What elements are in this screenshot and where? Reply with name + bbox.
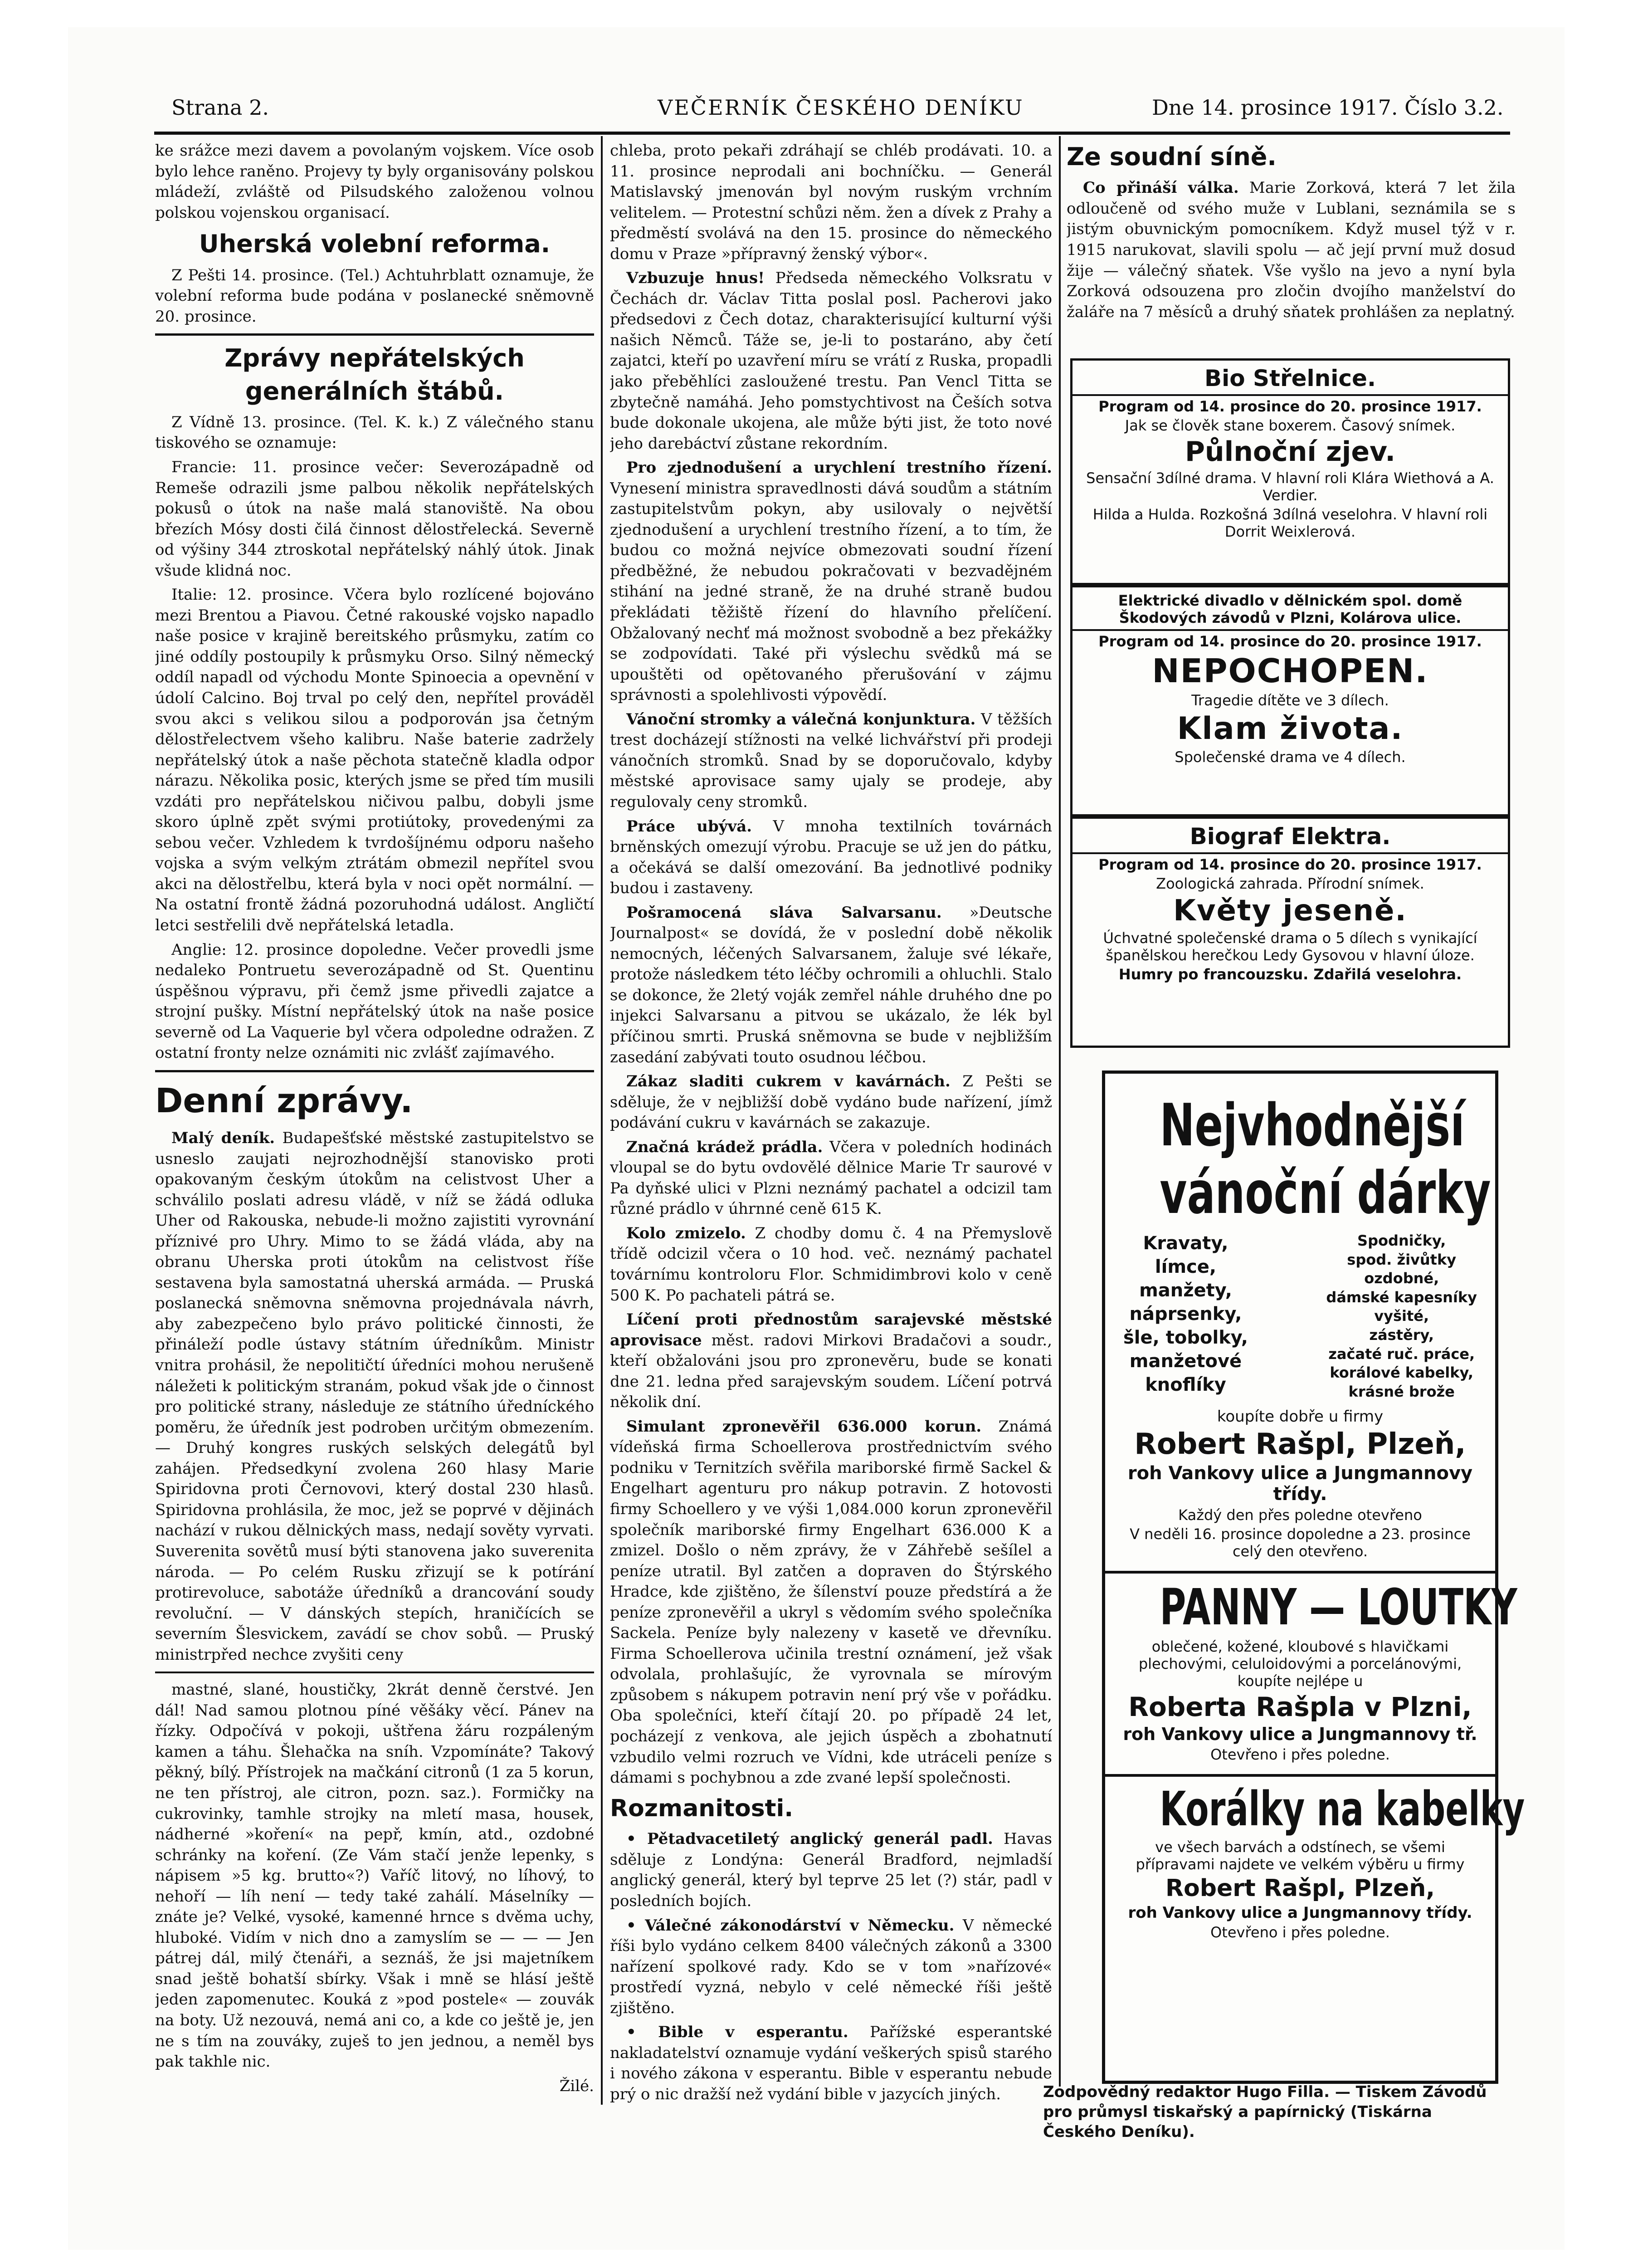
- liceni-text: měst. radovi Mirkovi Bradačovi a soudr., kteří obžalováni jsou pro zpronevěru, bude se konati dne 21. ledna před sarajevským soudem. Líčení potrvá několik dní.: [610, 1331, 1052, 1412]
- bio-line-1: Jak se člověk stane boxerem. Časový snímek.: [1125, 417, 1456, 434]
- elektra-line-3: Humry po francouzsku. Zdařilá veselohra.: [1118, 966, 1462, 983]
- imprint: Zodpovědný redaktor Hugo Filla. — Tiskem Závodů pro průmysl tiskařský a papírnický (Tiskárna Českého Deníku).: [1043, 2083, 1487, 2141]
- ad-item: manžetové: [1129, 1351, 1242, 1372]
- general-text: Havas sděluje z Londýna: Generál Bradford, nejmladší anglický generál, který byl teprve 25 let (?) stár, padl v posledních bojích.: [610, 1830, 1052, 1910]
- headline-zpravy: Zprávy nepřátelských generálních štábů.: [224, 344, 525, 406]
- headline-rozmanitosti: Rozmanitosti.: [610, 1794, 794, 1822]
- bible-text: Pařížské esperantské nakladatelství oznamuje vydání veškerých spisů starého i nového zákona v esperantu. Bible v esperantu nebude prý o nic dražší než vydání bible v jazycích jiných.: [610, 2023, 1052, 2103]
- soud-head: Co přináší válka.: [1083, 179, 1239, 197]
- masthead-title: VEČERNÍK ČESKÉHO DENÍKU: [658, 95, 1024, 120]
- vanocni-text: V těžších trest docházejí stížnosti na velké lichvářství při prodeji vánočních stromků. Snad by se doporučovalo, kdyby městské aprovisace samy ujaly se prodeje, aby regulovaly ceny stromků.: [610, 710, 1052, 811]
- article-zpravy-intro: Z Vídně 13. prosince. (Tel. K. k.) Z válečného stanu tiskového se oznamuje:: [155, 413, 594, 452]
- section-rule: [155, 1672, 594, 1673]
- column-divider: [601, 136, 603, 2105]
- zakaz-head: Zákaz sladiti cukrem v kavárnách.: [626, 1072, 951, 1091]
- divadlo-film-2: Klam života.: [1177, 711, 1404, 747]
- court-news: [1067, 141, 1516, 349]
- kradez-head: Značná krádež prádla.: [626, 1138, 823, 1156]
- bio-line-2: Sensační 3dílné drama. V hlavní roli Klára Wiethová a A. Verdier.: [1086, 469, 1494, 504]
- section-rule: [155, 1070, 594, 1072]
- zjednoduseni-head: Pro zjednodušení a urychlení trestního řízení.: [626, 459, 1052, 477]
- ad-item: Kravaty,: [1143, 1233, 1228, 1254]
- report-francie: Francie: 11. prosince večer: Severozápadně od Remeše odrazili jsme palbou několik nepřátelských pokusů o útok na naše malá stanoviště. Na obou březích Mósy dosti čilá činnost dělostřelecká. Severně od výšiny 344 ztroskotal nepřátelský náhlý útok. Jinak všude klidná noc.: [155, 458, 594, 580]
- report-italie: Italie: 12. prosince. Včera bylo rozlícené bojováno mezi Brentou a Piavou. Četné rakouské vojsko napadlo naše posice v krajině bereitského průsmyku, zatím co jiné oddíly postoupily k průsmyku Orso. Silný německý oddíl napadl od východu Monte Spinoecia a opevnění v údolí Calcino. Boj trval po celý den, nepřítel prováděl svou akci s velikou silou a podporován jsa četným dělostřelectvem všeho kalibru. Naše baterie zadržely nepřátelský útok a naše pěchota statečně kladla odpor nárazu. Několika posic, kterých jsme se před tím musili vzdáti pro nepřátelskou ničivou palbu, dobyli jsme skoro úplně zpět svými protiútoky, provedenými za sebou večer. Vzhledem k tvrdošíjnému odporu našeho vojska a svým velkým ztrátám obmezil nepřítel svou akci na dělostřelbu, která byla v noci opět normální. — Na ostatní frontě žádná pozoruhodná událost. Angličtí letci sestřelili dvě nepřátelská letadla.: [155, 586, 594, 935]
- bio-title: Bio Střelnice.: [1072, 362, 1508, 396]
- ad-item: Spodničky,: [1357, 1232, 1446, 1249]
- ad-rule: [1105, 1774, 1495, 1777]
- divadlo-program: Program od 14. prosince do 20. prosince 1917.: [1098, 633, 1482, 650]
- elektra-title: Biograf Elektra.: [1072, 821, 1508, 854]
- zakaz-text: Z Pešti se sděluje, že v nejbližší době vydáno bude nařízení, jímž podávání cukru v kavárnách se zakazuje.: [610, 1072, 1052, 1132]
- divadlo-film-1: NEPOCHOPEN.: [1152, 652, 1428, 690]
- simulant-text: Známá vídeňská firma Schoellerova prostřednictvím svého podniku v Ternitzích svěřila mariborské firmě Sackel & Engelhart agenturu pro nákup potravin. Z hotovosti firmy Schoellero y ve výši 1,084.000 korun zpronevěřil společník mariborské firmy Engelhart 636.000 K a zmizel. Došlo o něm zprávy, že v Záhřebě sešílel a peníze utratil. Byl zatčen a dopraven do Štýrského Hradce, kde zjištěno, že šílenství pouze předstírá a že peníze zpronevěřil a ukryl s vědomím svého společníka Sackela. Peníze byly nalezeny v kasetě ve dřevníku. Firma Schoellerova učinila trestní oznámení, jež však odvolala, prohlašujíc, že vyrovnala se mírovým způsobem s nákupem potravin není prý vše v pořádku. Oba společníci, kteří čítají 20. po případě 24 let, pocházejí z venkova, ale jejich úspěch a zbohatnutí vzbudilo velmi rozruch ve Vídni, kde utráceli peníze s dámami s pochybnou a zde zvané lepší společnosti.: [610, 1417, 1052, 1787]
- ad-item: korálové kabelky,: [1330, 1364, 1474, 1382]
- panny-address: roh Vankovy ulice a Jungmannovy tř.: [1123, 1724, 1477, 1745]
- section-rule: [155, 333, 594, 336]
- ad-item: manžety,: [1139, 1280, 1232, 1301]
- ad-bio-strelnice: [1070, 358, 1510, 585]
- ad-list-left: [1123, 1232, 1248, 1401]
- prace-text: V mnoha textilních továrnách brněnských omezují výrobu. Pracuje se už jen do pátku, a očekává se další omezování. Ba jednotlivé podniky budou i zastaveny.: [610, 817, 1052, 898]
- ad-robert-raspl: [1102, 1070, 1525, 2084]
- ad-title-1: Nejvhodnější: [1160, 1092, 1465, 1159]
- vzbuzuje-head: Vzbuzuje hnus!: [626, 269, 765, 288]
- salvarsan-head: Pošramocená sláva Salvarsanu.: [626, 903, 942, 922]
- feuilleton-text: mastné, slané, houstičky, 2krát denně čerstvé. Jen dál! Nad samou plotnou píné věšáky věcí. Pánev na řízky. Odpočívá v pokoji, uštřena žáru rozpáleným kamen a táhu. Šlehačka na sníh. Vzpomínáte? Takový pěkný, bílý. Přístrojek na mačkání citronů (1 za 5 korun, ne ten přístroj, ale citron, pozn. saz.). Formičky na cukrovinky, tamhle strojky na mletí masa, housek, nádherné »koření« na pepř, kmín, atd., ozdobné schránky na koření. (Ze Vám stačí jenže lepenky, s nápisem »5 kg. brutto«?) Vaříč litový, no líhový, to nehoří — líh není — tedy také zahálí. Máselníky — znáte je? Velké, vysoké, kamenné hrnce s dvěma uchy, hluboké. Vidím v nich dno a zamyslím se — — — Jen pátrej dál, milý čtenáři, a seznáš, že jsi majetníkem snad ještě bohatší sbírky. Však i mně se hlásí ještě jeden zapomenutec. Kouká z »pod postele« — zouvák na boty. Už nezouvá, nemá ani co, a kde co ještě je, jen ne s tím na zouváky, zuješ to jen jednou, a neměl bys pak takhle nic.: [155, 1681, 594, 2071]
- prace-head: Práce ubývá.: [626, 817, 752, 836]
- ad-item: spod. živůtky: [1347, 1251, 1457, 1268]
- ad-panny: PANNY — LOUTKY: [1160, 1578, 1517, 1637]
- panny-firm: Roberta Rašpla v Plzni,: [1128, 1691, 1472, 1723]
- salvarsan-text: »Deutsche Journalpost« se dovídá, že v poslední době několik nemocných, léčených Salvarsanem, žaluje své lékaře, protože následkem této léčby ochromili a ohluchli. Stalo se dokonce, že 2letý voják zemřel náhle druhého dne po injekci Salvarsanu a pitvou se ukázalo, že lék byl příčinou smrti. Pruská sněmovna se bude v nejbližším zasedání zabývati touto osudnou léčbou.: [610, 903, 1052, 1066]
- ad-item: límce,: [1155, 1256, 1217, 1277]
- column-1: [155, 141, 594, 2109]
- kradez-text: Včera v poledních hodinách vloupal se do bytu ovdovělé dělnice Marie Tr saurové v Pa dyňské ulici v Plzni neznámý pachatel a odcizil tam různé prádlo v úhrnné ceně 615 K.: [610, 1138, 1052, 1218]
- vzbuzuje-text: Předseda německého Volksratu v Čechách dr. Václav Titta poslal posl. Pacherovi jako předsedovi z Čech dotaz, charakterisující kulturní výši našich Němců. Táže se, je-li to postaráno, aby četí zajatci, kteří po uzavření míru se vrátí z Ruska, propadli jako přeběhlíci zasloužené trestu. Pan Vencl Titta se zbytečně namáhá. Jeho pomstychtivost na Češích sotva bude dokonale ukojena, ale může býti jist, že toto nové jeho darebáctví zůstane rekordním.: [610, 269, 1052, 453]
- ad-item: knoflíky: [1145, 1374, 1226, 1395]
- headline-uherska: Uherská volební reforma.: [199, 230, 551, 259]
- signature: Žilé.: [559, 2077, 594, 2095]
- divadlo-line-1: Tragedie dítěte ve 3 dílech.: [1191, 692, 1389, 709]
- article-uherska: Z Pešti 14. prosince. (Tel.) Achtuhrblatt oznamuje, že volební reforma bude podána v poslanecké sněmovně 20. prosince.: [155, 266, 594, 326]
- elektra-line-1: Zoologická zahrada. Přírodní snímek.: [1156, 875, 1424, 892]
- koral-firm: Robert Rašpl, Plzeň,: [1165, 1875, 1435, 1902]
- koral-open: Otevřeno i přes poledne.: [1210, 1924, 1390, 1941]
- ad-item: začaté ruč. práce,: [1328, 1345, 1475, 1363]
- bio-program: Program od 14. prosince do 20. prosince 1917.: [1098, 398, 1482, 415]
- maly-denik-head: Malý deník.: [171, 1129, 275, 1148]
- headline-soudni: Ze soudní síně.: [1067, 142, 1277, 171]
- zakonodarstvi-text: V německé říši bylo vydáno celkem 8400 válečných zákonů a 3300 nařízení spolkové rady. Kdo se v tom »nařízové« prostředí vyzná, nebylo v celé německé říši ještě zjištěno.: [610, 1916, 1052, 2017]
- koral-text: ve všech barvách a odstínech, se všemi přípravami najdete ve velkém výběru u firmy: [1136, 1838, 1465, 1873]
- ad-elektricke-divadlo: [1070, 585, 1510, 816]
- divadlo-title: Elektrické divadlo v dělnickém spol. domě Škodových závodů v Plzni, Kolárova ulice.: [1072, 589, 1508, 631]
- page-number: Strana 2.: [171, 95, 269, 120]
- elektra-program: Program od 14. prosince do 20. prosince 1917.: [1098, 856, 1482, 873]
- divadlo-line-2: Společenské drama ve 4 dílech.: [1175, 748, 1406, 766]
- soud-text: Marie Zorková, která 7 let žila odloučeně od svého muže v Lublani, seznámila se s jistým obuvnickým pomocníkem. Když musel týž v r. 1915 narukovat, slavili spolu — ač její první muž dosud žije — válečný sňatek. Vše vyšlo na jevo a nyní byla Zorková odsouzena pro zločin dvojího manželství do žaláře na 7 měsíců a druhý sňatek prohlášen za neplatný.: [1067, 179, 1516, 321]
- ad-item: náprsenky,: [1129, 1304, 1242, 1325]
- kolo-text: Z chodby domu č. 4 na Přemyslově třídě odcizil včera o 10 hod. več. neznámý pachatel továrnímu kontroloru Flor. Schmidimbrovi kolo v ceně 500 K. Po pachateli pátrá se.: [610, 1224, 1052, 1305]
- column-2: chleba, proto pekaři zdráhají se chléb prodávati. 10. a 11. prosince neprodali ani bochníčku. — Generál Matislavský jmenován byl novým ruským vrchním velitelem. — Protestní schůzi něm. žen a dívek z Prahy a předměstí svolává na den 15. prosince do německého domu v Praze »přípravný ženský výbor«. Vzbuzuje hnus! Předseda německého Volksratu v Čechách dr. Václav Titta poslal posl. Pacherovi jako předsedovi z Čech dotaz, charakterisující kulturní výši našich Němců. Táže se, je-li to postaráno, aby četí zajatci, kteří po uzavření míru se vrátí z Ruska, propadli jako přeběhlíci zasloužené trestu. Pan Vencl Titta se zbytečně namáhá. Jeho pomstychtivost na Češích sotva bude dokonale ukojena, ale může býti jist, že toto nové jeho darebáctví zůstane rekordním. Pro zjednodušení a urychlení trestního řízení. Vynesení ministra spravedlnosti dává soudům a státním zastupitelstvům pokyn, aby usilovaly o největší zjednodušení a urychlení trestního řízení, a to tím, že budou co možná nejvíce obmezovati soudní řízení předběžné, že nebudou pokračovati v bezvadějném stihání na jedné straně, že na druhé straně budou překládati těžiště řízení do hlavního přelíčení. Obžalovaný nechť má možnost svobodně a bez překážky se zodpovídati. Také při výslechu svědků má se upouštěti od opětovaného přerušování v zájmu správnosti a spolehlivosti výpovědí. Vánoční stromky a válečná konjunktura. V těžších trest docházejí stížnosti na velké lichvářství při prodeji vánočních stromků. Snad by se doporučovalo, kdyby městské aprovisace samy ujaly se prodeje, aby regulovaly ceny stromků. Práce ubývá. V mnoha textilních továrnách brněnských omezují výrobu. Pracuje se už jen do pátku, a očekává se další omezování. Ba jednotlivé podniky budou i zastaveny. Pošramocená sláva Salvarsanu. »Deutsche Journalpost« se dovídá, že v poslední době několik nemocných, léčených Salvarsanem, žaluje své lékaře, protože následkem této léčby ochromili a ohluchli. Stalo se dokonce, že 2letý voják zemřel náhle druhého dne po injekci Salvarsanu a pitvou se ukázalo, že lék byl příčinou smrti. Pruská sněmovna se bude v nejbližším zasedání zabývati touto osudnou léčbou. Zákaz sladiti cukrem v kavárnách. Z Pešti se sděluje, že v nejbližší době vydáno bude nařízení, jímž podávání cukru v kavárnách se zakazuje. Značná krádež prádla. Včera v poledních hodinách vloupal se do bytu ovdovělé dělnice Marie Tr saurové v Pa dyňské ulici v Plzni neznámý pachatel a odcizil tam různé prádlo v úhrnné ceně 615 K. Kolo zmizelo. Z chodby domu č. 4 na Přemyslově třídě odcizil včera o 10 hod. več. neznámý pachatel továrnímu kontroloru Flor. Schmidimbrovi kolo v ceně 500 K. Po pachateli pátrá se. Líčení proti přednostům sarajevské městské aprovisace měst. radovi Mirkovi Bradačovi a soudr., kteří obžalováni jsou pro zpronevěru, bude se konati dne 21. ledna před sarajevským soudem. Líčení potrvá několik dní. Simulant zpronevěřil 636.000 korun. Známá vídeňská firma Schoellerova prostřednictvím svého podniku v Ternitzích svěřila mariborské firmě Sackel & Engelhart agenturu pro nákup potravin. Z hotovosti firmy Schoellero y ve výši 1,084.000 korun zpronevěřil společník mariborské firmy Engelhart 636.000 K a zmizel. Došlo o něm zprávy, že v Záhřebě sešílel a peníze utratil. Byl zatčen a dopraven do Štýrského Hradce, kde zjištěno, že šílenství pouze předstírá a že peníze zpronevěřil a ukryl s vědomím svého společníka Sackela. Peníze byly nalezeny v kasetě ve dřevníku. Firma Schoellerova učinila trestní oznámení, jež však odvolala, prohlašujíc, že vyrovnala se mírovým způsobem s nákupem potravin není prý vše v pořádku. Oba společníci, kteří čítají 20. po případě 24 let, pocházejí z venkova, ale jejich úspěch a zbohatnutí vzbudilo velmi rozruch ve Vídni, kde utráceli peníze s dámami s pochybnou a zde zvané lepší společnosti. Rozmanitosti. • Pětadvacetiletý anglický generál padl. Havas sděluje z Londýna: Generál Bradford, nejmladší anglický generál, který byl teprve 25 let (?) stár, padl v posledních bojích. • Válečné zákonodárství v Německu. V německé říši bylo vydáno celkem 8400 válečných zákonů a 3300 nařízení spolkové rady. Kdo se v tom »nařízové« prostředí vyzná, nebylo v celé německé říši ještě zjištěno. • Bible v esperantu. Pařížské esperantské nakladatelství oznamuje vydání veškerých spisů starého i nového zákona v esperantu. Bible v esperantu nebude prý o nic dražší než vydání bible v jazycích jiných.: [610, 142, 1052, 2103]
- issue-date: Dne 14. prosince 1917. Číslo 3.2.: [1152, 95, 1504, 120]
- article-continuation-2: chleba, proto pekaři zdráhají se chléb prodávati. 10. a 11. prosince neprodali ani bochníčku. — Generál Matislavský jmenován byl novým ruským vrchním velitelem. — Protestní schůzi něm. žen a dívek z Prahy a předměstí svolává na den 15. prosince do německého domu v Praze »přípravný ženský výbor«.: [610, 142, 1052, 263]
- column-divider: [1059, 136, 1061, 2087]
- ad-list-right: [1326, 1232, 1477, 1401]
- ad-item: krásné brože: [1348, 1383, 1455, 1400]
- zjednoduseni-text: Vynesení ministra spravedlnosti dává soudům a státním zastupitelstvům pokyn, aby usilovaly o největší zjednodušení a urychlení trestního řízení, a to tím, že budou co možná nejvíce obmezovati soudní řízení předběžné, že nebudou pokračovati v bezvadějném stihání na jedné straně, že na druhé straně budou překládati těžiště řízení do hlavního přelíčení. Obžalovaný nechť má možnost svobodně a bez překážky se zodpovídati. Také při výslechu svědků má se upouštěti od opětovaného přerušování v zájmu správnosti a spolehlivosti výpovědí.: [610, 479, 1052, 704]
- kolo-head: Kolo zmizelo.: [626, 1224, 746, 1242]
- ad-open-1: Každý den přes poledne otevřeno: [1178, 1506, 1422, 1524]
- simulant-head: Simulant zpronevěřil 636.000 korun.: [626, 1417, 982, 1436]
- ad-firm: Robert Rašpl, Plzeň,: [1134, 1427, 1466, 1461]
- header-rule: [154, 132, 1510, 135]
- elektra-film: Květy jeseně.: [1173, 894, 1407, 928]
- liceni-head: Líčení proti přednostům sarajevské městské aprovisace: [610, 1310, 1052, 1349]
- maly-denik-text: Budapešťské městské zastupitelstvo se usneslo zaujati nejrozhodnější stanovisko proti opakovaným českým útokům na celistvost Uher a schválilo poslati adresu vládě, v níž se žádá odluka Uher od Rakouska, nebude-li možno zajistiti vyrovnání příznivé pro Uhry. Mimo to se žádá vláda, aby na obranu Uherska proti útokům na celistvost říše sestavena byla samostatná uherská armáda. — Pruská poslanecká sněmovna sněmovna projednávala návrh, aby zabezpečeno bylo právo politické činnosti, že přináleží podle ústavy státním úředníkům. Ministr vnitra prohásil, že nepolitičtí úředníci mohou nerušeně náležeti k politickým stranám, pokud však jde o činnost pro politické strany, následuje ze státního úředníckého poměru, že úředník jest podroben určitým obmezením. — Druhý kongres ruských selských delegátů byl zahájen. Předsedkyní zvolena 260 hlasy Marie Spiridovna proti Černovovi, který dostal 230 hlasů. Spiridovna prohlásila, že moc, jež se poprvé v dějinách nachází v rukou dělnických mass, nedají sověty vyrvati. Suverenita sovětů musí býti stanovena jako suverenita národa. — Po celém Rusku zřizují se k potírání protirevoluce, sabotáže úředníků a drancování soudy revoluční. — V dánských stepích, hraničících se severním Šlesvickem, zavádí se chov sobů. — Pruský ministrpřed nechce zvyšiti ceny: [155, 1129, 594, 1664]
- ad-koralky: Korálky na kabelky: [1160, 1781, 1525, 1837]
- vanocni-head: Vánoční stromky a válečná konjunktura.: [626, 710, 976, 728]
- zakonodarstvi-head: Válečné zákonodárství v Německu.: [645, 1916, 955, 1935]
- ad-item: zástěry,: [1369, 1326, 1434, 1344]
- ad-item: ozdobné,: [1364, 1270, 1439, 1287]
- general-head: Pětadvacetiletý anglický generál padl.: [647, 1830, 993, 1848]
- elektra-line-2: Úchvatné společenské drama o 5 dílech s vynikající španělskou herečkou Ledy Gysovou v hlavní úloze.: [1103, 929, 1477, 964]
- ad-address: roh Vankovy ulice a Jungmannovy třídy.: [1127, 1463, 1473, 1505]
- report-anglie: Anglie: 12. prosince dopoledne. Večer provedli jsme nedaleko Pontruetu severozápadně od St. Quentinu úspěšnou výpravu, při čemž jsme přivedli zajatce a strojní pušky. Místní nepřátelský útok na naše posice severně od La Vaquerie byl včera odpoledne odražen. Z ostatní fronty nelze oznámiti nic zvlášť zajímavého.: [155, 940, 594, 1062]
- bio-line-3: Hilda a Hulda. Rozkošná 3dílná veselohra. V hlavní roli Dorrit Weixlerová.: [1092, 506, 1488, 540]
- headline-denni: Denní zprávy.: [155, 1081, 413, 1120]
- ad-item: dámské kapesníky: [1326, 1288, 1477, 1306]
- ad-item: vyšité,: [1374, 1307, 1429, 1325]
- ad-rule: [1105, 1571, 1495, 1574]
- bible-head: Bible v esperantu.: [658, 2023, 848, 2042]
- koral-address: roh Vankovy ulice a Jungmannovy třídy.: [1128, 1904, 1472, 1922]
- ad-item: šle, tobolky,: [1123, 1327, 1248, 1348]
- ad-open-2: V neděli 16. prosince dopoledne a 23. prosince celý den otevřeno.: [1130, 1525, 1471, 1560]
- ad-buy: koupíte dobře u firmy: [1217, 1408, 1384, 1426]
- panny-text: oblečené, kožené, kloubové s hlavičkami plechovými, celuloidovými a porcelánovými, koupíte nejlépe u: [1138, 1638, 1462, 1690]
- ad-biograf-elektra: [1070, 816, 1510, 1048]
- article-continuation: ke srážce mezi davem a povolaným vojskem. Více osob bylo lehce raněno. Projevy ty byly organisovány polskou mládeží, zvláště od Pilsudského založenou volnou polskou vojenskou organisací.: [155, 142, 594, 222]
- bio-film: Půlnoční zjev.: [1185, 436, 1396, 468]
- panny-open: Otevřeno i přes poledne.: [1210, 1746, 1390, 1764]
- ad-title-2: vánoční dárky: [1160, 1159, 1491, 1227]
